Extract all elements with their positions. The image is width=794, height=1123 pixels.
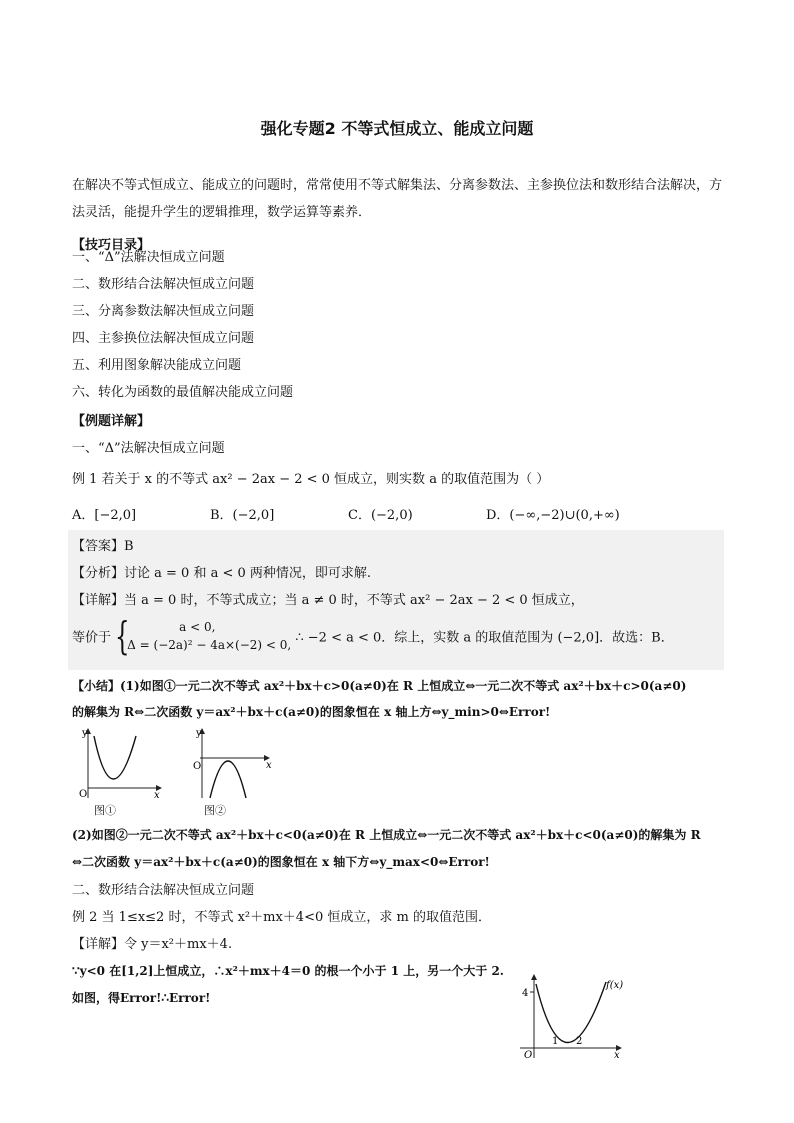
examples-header: 【例题详解】 [72,414,151,429]
system-line-2: Δ = (−2a)² − 4a×(−2) < 0, [127,638,292,652]
toc-header: 【技巧目录】 [72,238,151,253]
fig2-x-label: x [266,760,272,771]
example2-question: 例 2 当 1≤x≤2 时，不等式 x²＋mx＋4<0 恒成立，求 m 的取值范围． [72,910,491,925]
example1-question: 例 1 若关于 x 的不等式 ax² − 2ax − 2 < 0 恒成立，则实数 a 的取值范围为（ ） [72,472,550,487]
system-line-1: a < 0, [179,620,216,634]
analysis-line: 【分析】讨论 a = 0 和 a < 0 两种情况，即可求解. [72,566,372,581]
toc-item-4: 四、主参换位法解决恒成立问题 [72,331,255,346]
graph-label-1: 1 [552,1036,559,1047]
figure-2-caption: 图② [204,804,226,817]
answer-line: 【答案】B [72,539,134,554]
toc-item-5: 五、利用图象解决能成立问题 [72,358,242,373]
section1-title: 一、“Δ”法解决恒成立问题 [72,441,225,456]
fig2-y-label: y [196,728,202,739]
example2-detail: 【详解】令 y＝x²＋mx＋4. [72,937,233,952]
figure-1-graph [72,726,162,800]
intro-paragraph: 在解决不等式恒成立、能成立的问题时，常常使用不等式解集法、分离参数法、主参换位法和数形结合法解决，方法灵活，能提升学生的逻辑推理，数学运算等素养． [72,178,723,220]
option-d: D．(−∞,−2)∪(0,+∞) [486,508,620,523]
inequality-system [115,614,292,658]
summary-line-4: ⇔二次函数 y＝ax²＋bx＋c(a≠0)的图象恒在 x 轴下方⇔y_max<0⇔Error! [72,855,490,869]
graph-label-fx: f(x) [606,980,624,991]
page-title: 强化专题2 不等式恒成立、能成立问题 [260,119,534,138]
fig1-origin-label: O [79,789,88,800]
example2-line-2: ∵y<0 在[1,2]上恒成立，∴x²＋mx＋4＝0 的根一个小于 1 上，另一个大于 2. [72,964,504,978]
summary-line-1: 【小结】(1)如图①一元二次不等式 ax²＋bx＋c>0(a≠0)在 R 上恒成立⇔一元二次不等式 ax²＋bx＋c>0(a≠0) [72,679,687,693]
graph-origin-label: O [524,1050,533,1060]
equiv-prefix: 等价于 [72,630,112,646]
graph-x-label: x [614,1050,620,1060]
option-c: C．(−2,0) [348,508,413,523]
summary-line-3: (2)如图②一元二次不等式 ax²＋bx＋c<0(a≠0)在 R 上恒成立⇔一元二次不等式 ax²＋bx＋c<0(a≠0)的解集为 R [72,828,701,842]
equivalence-row [72,614,674,658]
brace-symbol: { [115,614,130,658]
fig2-origin-label: O [193,761,202,772]
toc-item-1: 一、“Δ”法解决恒成立问题 [72,250,225,265]
toc-item-3: 三、分离参数法解决恒成立问题 [72,304,255,319]
option-b: B．(−2,0] [210,508,275,523]
figure-1-caption: 图① [94,804,116,817]
graph-label-2: 2 [576,1036,583,1047]
graph-label-4: 4 [522,988,529,999]
example2-graph [510,972,626,1060]
summary-line-2: 的解集为 R⇔二次函数 y＝ax²＋bx＋c(a≠0)的图象恒在 x 轴上方⇔y_min>0⇔Error! [72,705,551,719]
fig1-y-label: y [82,728,88,739]
figure-2-graph [186,726,276,800]
detail-line: 【详解】当 a = 0 时，不等式成立；当 a ≠ 0 时，不等式 ax² − 2ax − 2 < 0 恒成立， [72,593,584,608]
toc-item-6: 六、转化为函数的最值解决能成立问题 [72,385,294,400]
equiv-suffix: ∴ −2 < a < 0．综上，实数 a 的取值范围为 (−2,0]．故选：B． [295,630,674,646]
example2-line-3: 如图，得Error!∴Error! [72,991,211,1005]
section2-title: 二、数形结合法解决恒成立问题 [72,883,255,898]
fig1-x-label: x [154,790,160,800]
toc-item-2: 二、数形结合法解决恒成立问题 [72,277,255,292]
option-a: A．[−2,0] [72,508,137,523]
